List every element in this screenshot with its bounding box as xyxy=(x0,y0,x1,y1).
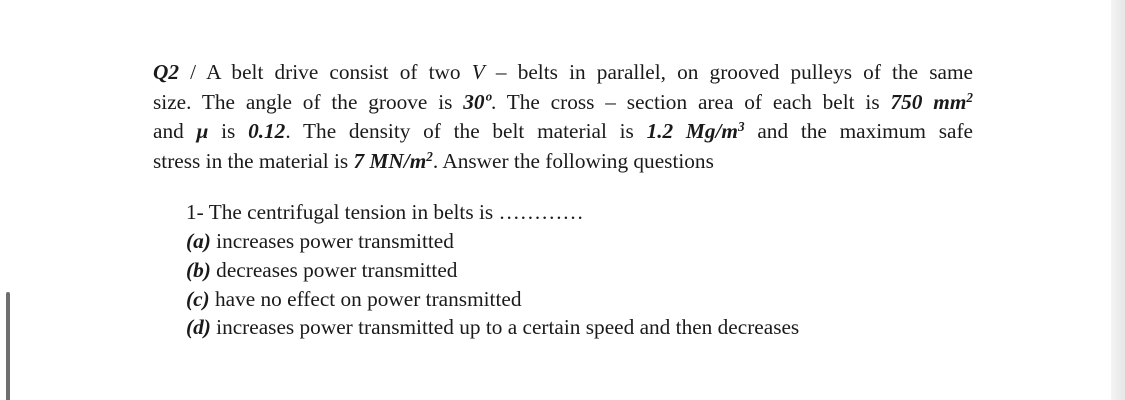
groove-angle-value: 30º xyxy=(463,89,491,114)
option-b xyxy=(186,256,799,285)
line4-text-1: stress in the material is xyxy=(153,148,354,173)
line4-text-2: . Answer the following questions xyxy=(432,148,714,173)
problem-line-1 xyxy=(153,58,973,88)
density-number: 1.2 Mg/m xyxy=(646,119,738,143)
separator: / xyxy=(179,60,207,84)
mu-value: 0.12 xyxy=(248,119,286,143)
answer-options xyxy=(186,227,799,342)
option-text: increases power transmitted xyxy=(210,229,454,253)
stress-number: 7 MN/m xyxy=(353,148,427,173)
option-a xyxy=(186,227,799,256)
mu-symbol: μ xyxy=(196,119,209,143)
line2-text-1: size. The angle of the groove is xyxy=(153,89,464,114)
line3-text-1: and xyxy=(153,119,197,143)
line2-text-2: . The cross – section area of each belt is xyxy=(490,89,891,114)
stress-exponent: 2 xyxy=(426,148,433,164)
sub-question-number: 1- xyxy=(186,200,204,224)
answer-blank: ………… xyxy=(498,200,584,224)
option-letter: (b) xyxy=(186,257,211,282)
question-number: Q2 xyxy=(153,60,180,84)
sub-question-text: The centrifugal tension in belts is xyxy=(203,200,499,224)
option-text: decreases power transmitted xyxy=(210,257,458,282)
problem-line-3 xyxy=(153,117,973,147)
stress-value xyxy=(354,149,433,173)
option-letter: (d) xyxy=(186,315,211,340)
line3-text-4: and the maximum safe xyxy=(744,119,973,143)
density-exponent: 3 xyxy=(738,118,745,134)
option-letter: (a) xyxy=(186,229,211,253)
option-c xyxy=(186,285,799,314)
option-letter: (c) xyxy=(186,286,210,311)
area-value xyxy=(890,90,973,114)
problem-line-2 xyxy=(153,88,973,118)
density-value xyxy=(647,119,745,143)
problem-line-4 xyxy=(153,147,973,177)
line1-text-2: – belts in parallel, on grooved pulleys of the same xyxy=(484,60,973,84)
page-edge-right xyxy=(1111,0,1125,400)
problem-statement xyxy=(153,58,973,176)
scroll-edge-left xyxy=(6,292,10,400)
line1-text-1: A belt drive consist of two xyxy=(206,60,472,84)
variable-v: V xyxy=(471,60,485,84)
line3-text-2: is xyxy=(208,119,249,143)
area-number: 750 mm xyxy=(890,89,967,114)
option-text: increases power transmitted up to a certain speed and then decreases xyxy=(210,315,800,340)
sub-question xyxy=(186,198,584,228)
line3-text-3: . The density of the belt material is xyxy=(285,119,647,143)
option-d xyxy=(186,313,799,342)
area-exponent: 2 xyxy=(966,89,973,105)
option-text: have no effect on power transmitted xyxy=(209,286,522,311)
